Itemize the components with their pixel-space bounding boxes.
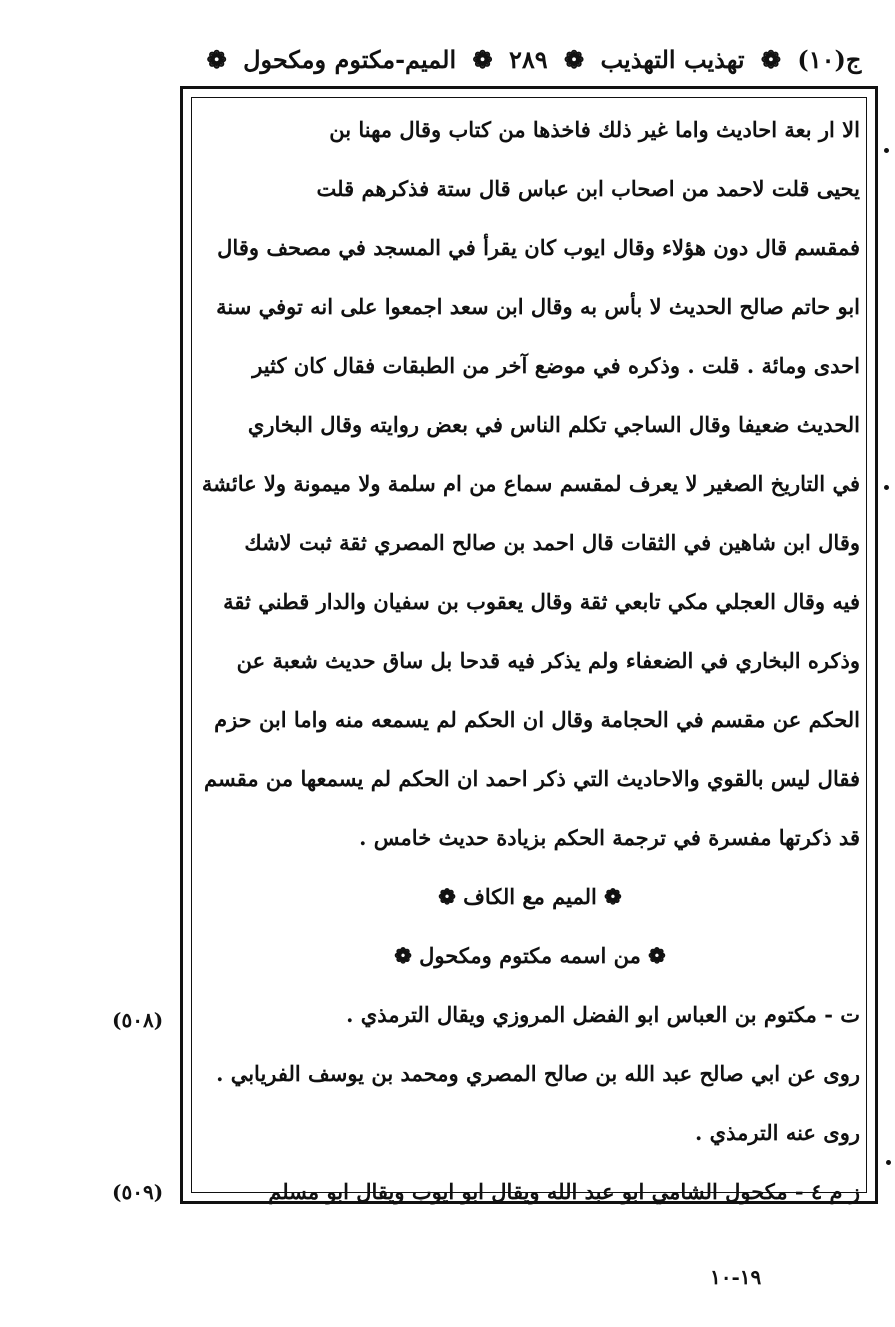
ornament-icon: ❁: [648, 943, 666, 968]
subsection-heading-text: من اسمه مكتوم ومكحول: [419, 943, 641, 968]
section-heading-text: الميم مع الكاف: [463, 884, 597, 909]
ornament-icon: ❁: [760, 45, 781, 74]
ornament-icon: ❁: [394, 943, 412, 968]
entry-line: ت - مكتوم بن العباس ابو الفضل المروزي ويقال الترمذي .: [346, 1002, 860, 1027]
section-heading: [200, 867, 860, 926]
ornament-icon: ❁: [206, 45, 227, 74]
margin-mark: [884, 485, 889, 490]
ornament-icon: ❁: [472, 45, 493, 74]
volume-label: ج(١٠): [797, 45, 862, 74]
subsection-heading: [200, 926, 860, 985]
margin-mark: [884, 148, 889, 153]
page-footer: ١٩-١٠: [710, 1265, 762, 1289]
entry-line: روى عنه الترمذي .: [695, 1120, 860, 1145]
text-line: في التاريخ الصغير لا يعرف لمقسم سماع من ام سلمة ولا ميمونة ولا عائشة: [201, 471, 860, 496]
entry-line: ز م ٤ - مكحول الشامي ابو عبد الله ويقال ابو ايوب ويقال ابو مسلم: [268, 1179, 860, 1204]
page-header: [175, 38, 885, 82]
text-line: ابو حاتم صالح الحديث لا بأس به وقال ابن سعد اجمعوا على انه توفي سنة: [216, 294, 860, 319]
ornament-icon: ❁: [438, 884, 456, 909]
text-line: احدى ومائة . قلت . وذكره في موضع آخر من الطبقات فقال كان كثير: [252, 353, 860, 378]
text-line: فيه وقال العجلي مكي تابعي ثقة وقال يعقوب بن سفيان والدار قطني ثقة: [223, 589, 860, 614]
text-line: يحيى قلت لاحمد من اصحاب ابن عباس قال ستة فذكرهم قلت: [316, 176, 860, 201]
text-line: الا ار بعة احاديث واما غير ذلك فاخذها من كتاب وقال مهنا بن: [329, 117, 860, 142]
text-line: فمقسم قال دون هؤلاء وقال ايوب كان يقرأ في المسجد في مصحف وقال: [217, 235, 860, 260]
text-line: فقال ليس بالقوي والاحاديث التي ذكر احمد ان الحكم لم يسمعها من مقسم: [204, 766, 860, 791]
page-body: [200, 100, 860, 1221]
ornament-icon: ❁: [563, 45, 585, 74]
entry-number: (٥٠٩): [112, 1180, 164, 1204]
margin-mark: [886, 1160, 891, 1165]
page-number: ٢٨٩: [508, 45, 548, 74]
text-line: وذكره البخاري في الضعفاء ولم يذكر فيه قدحا بل ساق حديث شعبة عن: [236, 648, 860, 673]
text-line: الحديث ضعيفا وقال الساجي تكلم الناس في بعض روايته وقال البخاري: [247, 412, 860, 437]
entry-line: روى عن ابي صالح عبد الله بن صالح المصري ومحمد بن يوسف الفريابي .: [216, 1061, 860, 1086]
section-title: الميم-مكتوم ومكحول: [243, 45, 457, 74]
text-line: وقال ابن شاهين في الثقات قال احمد بن صالح المصري ثقة ثبت لاشك: [244, 530, 860, 555]
entry-number: (٥٠٨): [112, 1008, 164, 1032]
text-line: قد ذكرتها مفسرة في ترجمة الحكم بزيادة حديث خامس .: [359, 825, 860, 850]
ornament-icon: ❁: [604, 884, 622, 909]
book-title: تهذيب التهذيب: [600, 45, 745, 74]
text-line: الحكم عن مقسم في الحجامة وقال ان الحكم لم يسمعه منه واما ابن حزم: [214, 707, 860, 732]
